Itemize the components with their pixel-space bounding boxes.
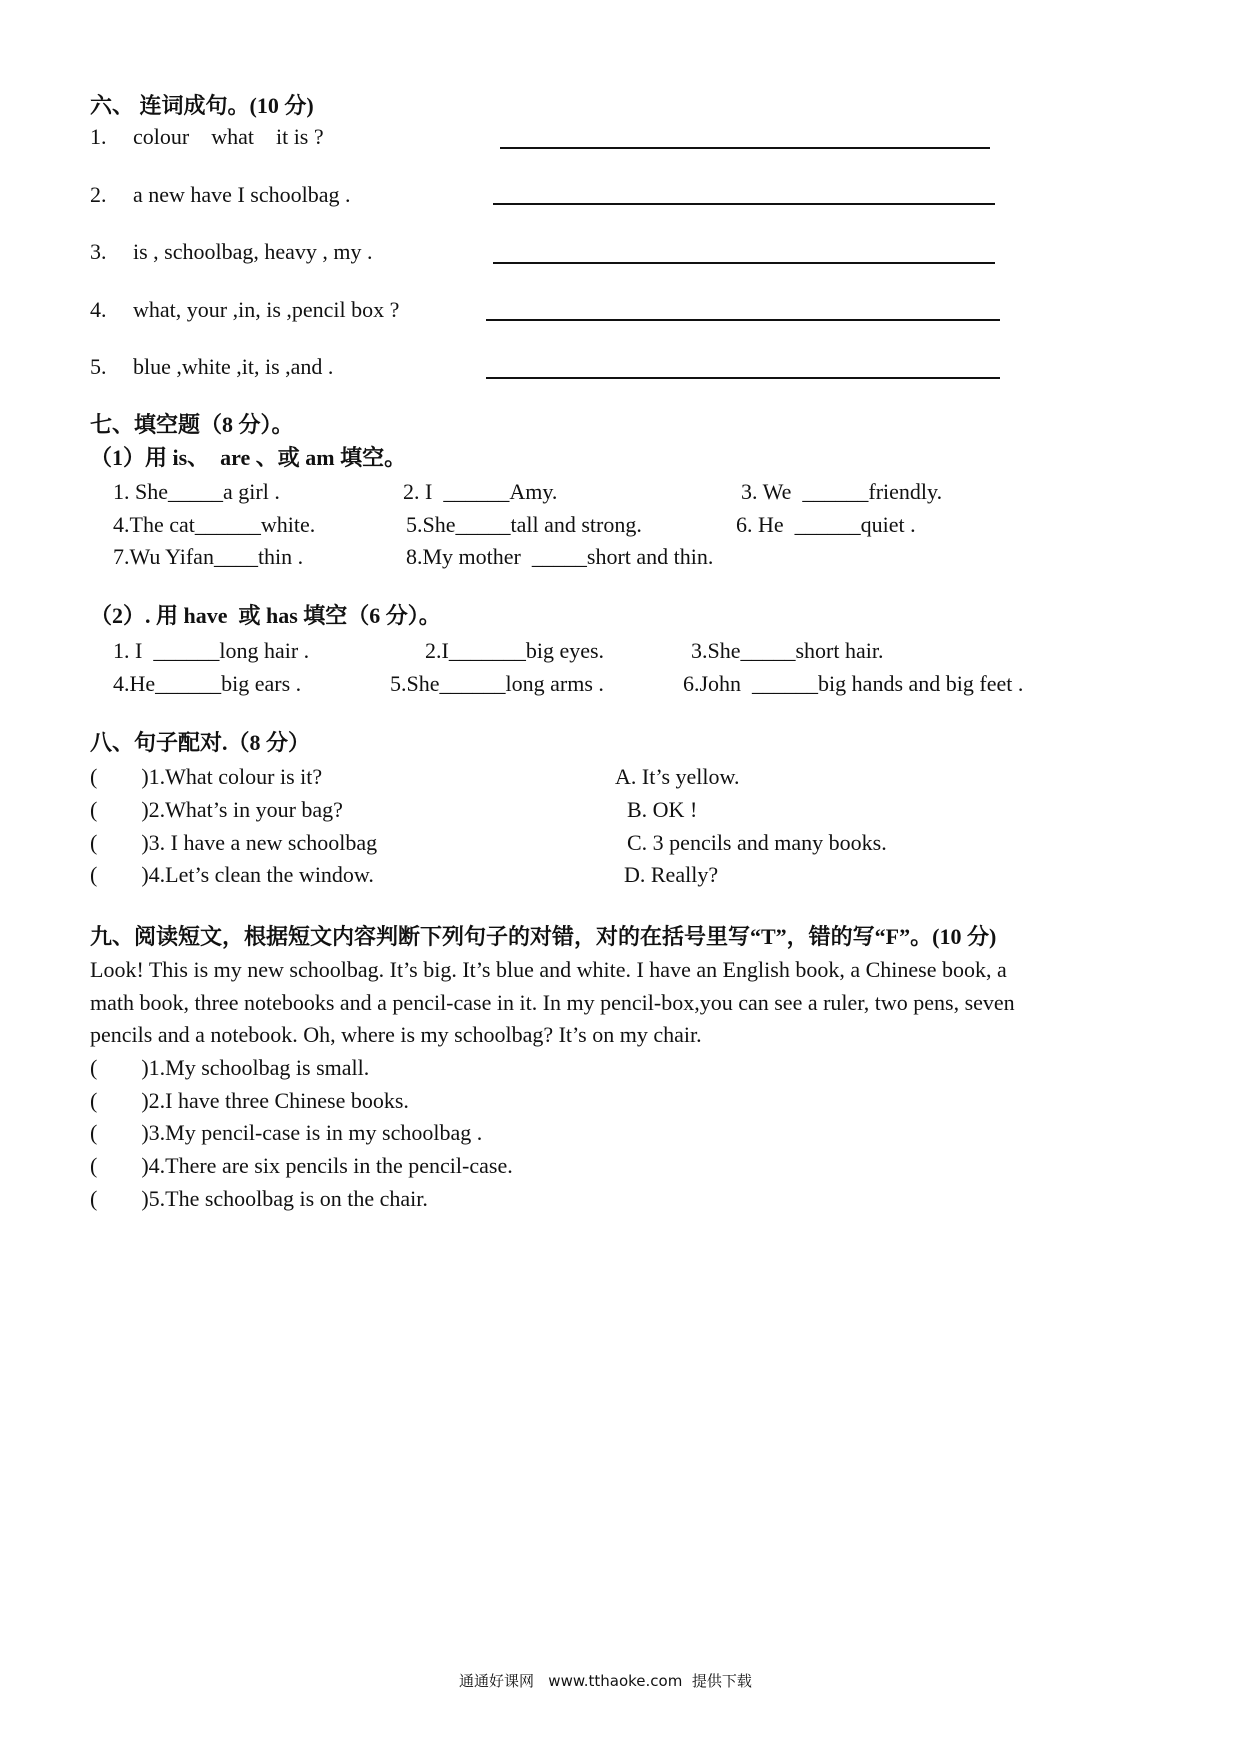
- s7-p1-item-4: 4.The cat______white.: [113, 512, 316, 537]
- s6-answer-line-5[interactable]: [486, 377, 1000, 379]
- s9-item-3: ( )3.My pencil-case is in my schoolbag .: [90, 1120, 483, 1145]
- s9-item-2: ( )2.I have three Chinese books.: [90, 1088, 409, 1113]
- s7-part2-title: （2）. 用 have 或 has 填空（6 分）。: [90, 603, 441, 628]
- s6-item-3-num: 3.: [90, 239, 107, 264]
- s6-item-1-text: colour what it is ?: [133, 124, 324, 149]
- s6-answer-line-1[interactable]: [500, 147, 990, 149]
- section-8-title: 八、句子配对.（8 分）: [90, 730, 311, 755]
- s9-passage-line-2: math book, three notebooks and a pencil-case in it. In my pencil-box,you can see a ruler, two pens, seven: [90, 990, 1015, 1015]
- s9-item-1: ( )1.My schoolbag is small.: [90, 1055, 370, 1080]
- s6-item-5-num: 5.: [90, 354, 107, 379]
- s7-p2-item-3: 3.She_____short hair.: [691, 638, 884, 663]
- s9-passage-line-1: Look! This is my new schoolbag. It’s big. It’s blue and white. I have an English book, a Chinese book, a: [90, 957, 1007, 982]
- s6-item-3-text: is , schoolbag, heavy , my .: [133, 239, 373, 264]
- s7-p1-item-6: 6. He ______quiet .: [736, 512, 916, 537]
- s6-answer-line-4[interactable]: [486, 319, 1000, 321]
- s8-answer-a: A. It’s yellow.: [615, 764, 740, 789]
- s7-p1-item-7: 7.Wu Yifan____thin .: [113, 544, 304, 569]
- s8-question-4: ( )4.Let’s clean the window.: [90, 862, 374, 887]
- section-6-title: 六、 连词成句。(10 分): [90, 93, 314, 118]
- s7-p1-item-2: 2. I ______Amy.: [403, 479, 558, 504]
- s7-p1-item-5: 5.She_____tall and strong.: [406, 512, 642, 537]
- s7-part1-title: （1）用 is、 are 、或 am 填空。: [90, 445, 407, 470]
- s6-item-1-num: 1.: [90, 124, 107, 149]
- s6-answer-line-2[interactable]: [493, 203, 995, 205]
- s6-item-4-num: 4.: [90, 297, 107, 322]
- s8-answer-d: D. Really?: [624, 862, 719, 887]
- s7-p2-item-4: 4.He______big ears .: [113, 671, 302, 696]
- s8-question-3: ( )3. I have a new schoolbag: [90, 830, 378, 855]
- s7-p1-item-1: 1. She_____a girl .: [113, 479, 280, 504]
- s9-item-4: ( )4.There are six pencils in the pencil-case.: [90, 1153, 513, 1178]
- s8-question-2: ( )2.What’s in your bag?: [90, 797, 343, 822]
- s8-answer-c: C. 3 pencils and many books.: [627, 830, 887, 855]
- s6-item-2-num: 2.: [90, 182, 107, 207]
- s9-passage-line-3: pencils and a notebook. Oh, where is my schoolbag? It’s on my chair.: [90, 1022, 702, 1047]
- s7-p2-item-6: 6.John ______big hands and big feet .: [683, 671, 1024, 696]
- s7-p1-item-8: 8.My mother _____short and thin.: [406, 544, 714, 569]
- s6-item-4-text: what, your ,in, is ,pencil box ?: [133, 297, 400, 322]
- s6-answer-line-3[interactable]: [493, 262, 995, 264]
- section-9-title: 九、阅读短文，根据短文内容判断下列句子的对错，对的在括号里写“T”，错的写“F”。(10 分): [90, 924, 997, 949]
- section-7-title: 七、填空题（8 分）。: [90, 412, 294, 437]
- s7-p2-item-5: 5.She______long arms .: [390, 671, 604, 696]
- s9-item-5: ( )5.The schoolbag is on the chair.: [90, 1186, 428, 1211]
- footer-text: 通通好课网 www.tthaoke.com 提供下载: [459, 1672, 752, 1690]
- s8-question-1: ( )1.What colour is it?: [90, 764, 323, 789]
- s7-p1-item-3: 3. We ______friendly.: [741, 479, 943, 504]
- s7-p2-item-2: 2.I_______big eyes.: [425, 638, 605, 663]
- s6-item-2-text: a new have I schoolbag .: [133, 182, 351, 207]
- s6-item-5-text: blue ,white ,it, is ,and .: [133, 354, 334, 379]
- s7-p2-item-1: 1. I ______long hair .: [113, 638, 310, 663]
- s8-answer-b: B. OK !: [627, 797, 698, 822]
